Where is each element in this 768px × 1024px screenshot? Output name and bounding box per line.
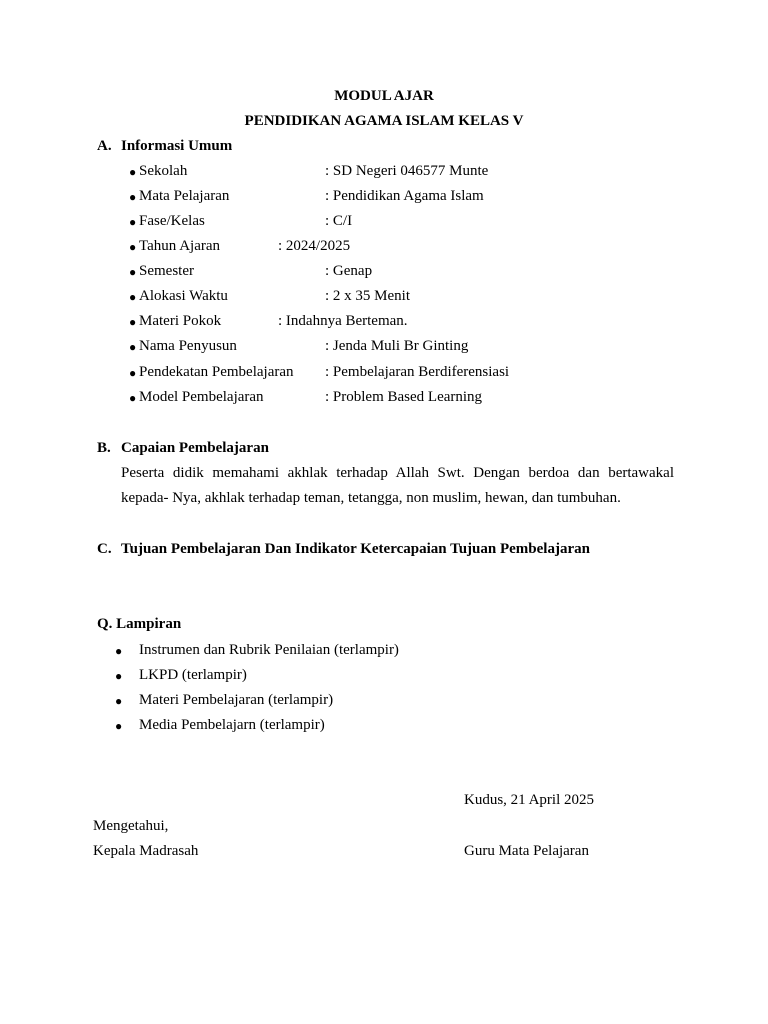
teacher-role: Guru Mata Pelajaran	[464, 843, 589, 859]
section-b-letter: B.	[97, 440, 111, 456]
info-value-alokasi-waktu: : 2 x 35 Menit	[325, 288, 410, 304]
section-a-letter: A.	[97, 138, 112, 154]
document-subtitle: PENDIDIKAN AGAMA ISLAM KELAS V	[244, 113, 524, 129]
lampiran-item: LKPD (terlampir)	[139, 667, 247, 683]
bullet-icon: ●	[115, 719, 123, 733]
bullet-icon: ●	[129, 391, 137, 405]
section-a-heading: Informasi Umum	[121, 138, 233, 154]
info-label-sekolah: Sekolah	[139, 163, 188, 179]
bullet-icon: ●	[129, 290, 137, 304]
bullet-icon: ●	[129, 190, 137, 204]
bullet-icon: ●	[129, 215, 137, 229]
info-value-sekolah: : SD Negeri 046577 Munte	[325, 163, 489, 179]
lampiran-item: Materi Pembelajaran (terlampir)	[139, 692, 334, 708]
bullet-icon: ●	[115, 644, 123, 658]
bullet-icon: ●	[129, 366, 137, 380]
lampiran-item: Instrumen dan Rubrik Penilaian (terlampir)	[139, 642, 399, 658]
bullet-icon: ●	[115, 669, 123, 683]
info-value-fase-kelas: : C/I	[325, 213, 353, 229]
info-label-tahun-ajaran: Tahun Ajaran	[139, 238, 221, 254]
capaian-paragraph	[121, 461, 674, 511]
lampiran-item: Media Pembelajarn (terlampir)	[139, 717, 325, 733]
place-date: Kudus, 21 April 2025	[464, 792, 595, 808]
section-q-heading: Q. Lampiran	[97, 616, 182, 632]
bullet-icon: ●	[115, 694, 123, 708]
info-label-fase-kelas: Fase/Kelas	[139, 213, 205, 229]
capaian-line-1: Peserta didik memahami akhlak terhadap Allah Swt. Dengan berdoa dan bertawakal	[121, 465, 674, 481]
bullet-icon: ●	[129, 240, 137, 254]
info-label-pendekatan: Pendekatan Pembelajaran	[139, 364, 294, 380]
info-value-materi-pokok: : Indahnya Berteman.	[278, 313, 408, 329]
capaian-line-2: kepada- Nya, akhlak terhadap teman, tetangga, non muslim, hewan, dan tumbuhan.	[121, 490, 621, 506]
section-b-heading: Capaian Pembelajaran	[121, 440, 269, 456]
section-c-heading: Tujuan Pembelajaran Dan Indikator Ketercapaian Tujuan Pembelajaran	[121, 541, 590, 557]
info-value-mata-pelajaran: : Pendidikan Agama Islam	[325, 188, 484, 204]
info-value-semester: : Genap	[325, 263, 373, 279]
info-label-mata-pelajaran: Mata Pelajaran	[139, 188, 230, 204]
acknowledged-label: Mengetahui,	[93, 818, 169, 834]
info-value-pendekatan: : Pembelajaran Berdiferensiasi	[325, 364, 510, 380]
info-value-model: : Problem Based Learning	[325, 389, 483, 405]
document-title: MODUL AJAR	[334, 88, 434, 104]
section-c-letter: C.	[97, 541, 112, 557]
bullet-icon: ●	[129, 265, 137, 279]
info-label-model: Model Pembelajaran	[139, 389, 264, 405]
bullet-icon: ●	[129, 165, 137, 179]
info-value-nama-penyusun: : Jenda Muli Br Ginting	[325, 338, 469, 354]
bullet-icon: ●	[129, 315, 137, 329]
info-value-tahun-ajaran: : 2024/2025	[278, 238, 351, 254]
info-label-semester: Semester	[139, 263, 194, 279]
info-label-materi-pokok: Materi Pokok	[139, 313, 222, 329]
bullet-icon: ●	[129, 340, 137, 354]
info-label-alokasi-waktu: Alokasi Waktu	[139, 288, 228, 304]
headmaster-role: Kepala Madrasah	[93, 843, 199, 859]
info-label-nama-penyusun: Nama Penyusun	[139, 338, 237, 354]
